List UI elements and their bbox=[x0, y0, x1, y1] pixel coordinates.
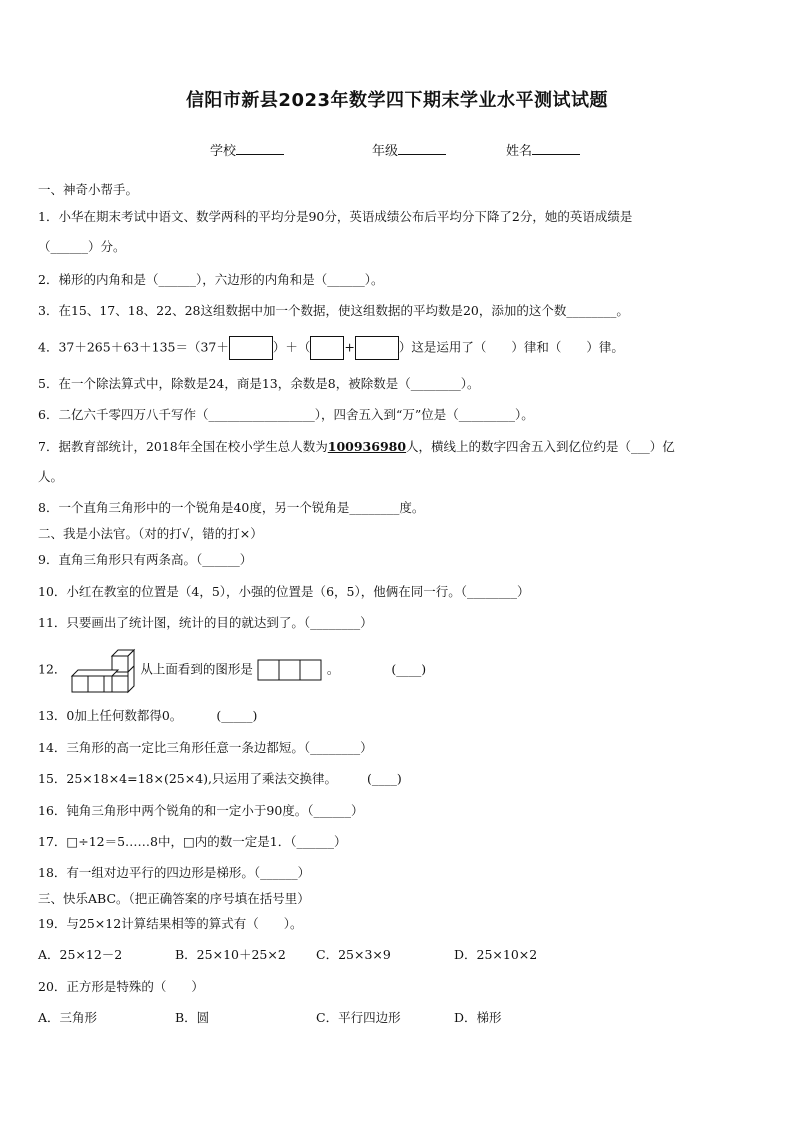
question-9: 9．直角三角形只有两条高。（______） bbox=[38, 552, 253, 567]
q19-option-d[interactable]: D．25×10×2 bbox=[454, 947, 538, 962]
question-17: 17．□÷12＝5……8中，□内的数一定是1．（______） bbox=[38, 834, 347, 849]
answer-box[interactable] bbox=[310, 336, 344, 360]
name-label: 姓名 bbox=[506, 144, 533, 159]
section-heading-2: 二、我是小法官。（对的打√，错的打×） bbox=[38, 526, 263, 541]
q20-option-c[interactable]: C．平行四边形 bbox=[316, 1010, 401, 1025]
q15-text: 15．25×18×4=18×(25×4),只运用了乘法交换律。 bbox=[38, 771, 338, 786]
q12-end: 。 bbox=[326, 661, 340, 677]
grade-label: 年级 bbox=[372, 144, 399, 159]
question-10: 10．小红在教室的位置是（4，5），小强的位置是（6，5），他俩在同一行。（________） bbox=[38, 584, 530, 599]
q19-option-b[interactable]: B．25×10＋25×2 bbox=[175, 947, 286, 962]
q7-part-a: 7．据教育部统计，2018年全国在校小学生总人数为 bbox=[38, 439, 328, 454]
q7-part-b: 人，横线上的数字四舍五入到亿位约是（___）亿 bbox=[406, 439, 675, 454]
q20-option-b[interactable]: B．圆 bbox=[175, 1010, 210, 1025]
question-15 bbox=[38, 770, 402, 788]
question-4 bbox=[38, 336, 624, 360]
question-19: 19．与25×12计算结果相等的算式有（ ）。 bbox=[38, 916, 303, 931]
question-5: 5．在一个除法算式中，除数是24，商是13，余数是8，被除数是（________）。 bbox=[38, 376, 480, 391]
q20-option-a[interactable]: A．三角形 bbox=[38, 1010, 98, 1025]
q20-option-d[interactable]: D．梯形 bbox=[454, 1010, 502, 1025]
q4-part-a: 4．37＋265＋63＋135＝（37＋ bbox=[38, 339, 229, 355]
question-13 bbox=[38, 707, 257, 725]
q12-text: 从上面看到的图形是 bbox=[140, 661, 253, 677]
question-20: 20．正方形是特殊的（ ） bbox=[38, 979, 204, 994]
section-heading-1: 一、神奇小帮手。 bbox=[38, 182, 139, 197]
question-18: 18．有一组对边平行的四边形是梯形。（______） bbox=[38, 865, 311, 880]
page-title: 信阳市新县2023年数学四下期末学业水平测试试题 bbox=[185, 90, 609, 111]
q7-underlined-number: 100936980 bbox=[327, 439, 407, 454]
q12-answer-paren[interactable]: (____) bbox=[391, 661, 427, 677]
question-7 bbox=[38, 438, 675, 456]
q12-number: 12． bbox=[38, 661, 67, 677]
question-2: 2．梯形的内角和是（______），六边形的内角和是（______）。 bbox=[38, 272, 384, 287]
q19-option-a[interactable]: A．25×12－2 bbox=[38, 947, 123, 962]
q4-part-c: ）这是运用了（ ）律和（ ）律。 bbox=[398, 339, 624, 355]
question-1: 1．小华在期末考试中语文、数学两科的平均分是90分，英语成绩公布后平均分下降了2分，她的英语成绩是 bbox=[38, 209, 633, 224]
question-6: 6．二亿六千零四万八千写作（_________________），四舍五入到“万”位是（_________）。 bbox=[38, 407, 534, 422]
q15-answer-paren[interactable]: (____) bbox=[367, 771, 402, 786]
q13-text: 13．0加上任何数都得0。 bbox=[38, 708, 183, 723]
q4-part-b: ）＋（ bbox=[272, 339, 311, 355]
section-heading-3: 三、快乐ABC。（把正确答案的序号填在括号里） bbox=[38, 891, 310, 906]
question-12 bbox=[38, 646, 426, 694]
school-label: 学校 bbox=[210, 144, 237, 159]
q13-answer-paren[interactable]: (_____) bbox=[216, 708, 258, 723]
q4-plus: + bbox=[344, 339, 355, 355]
question-14: 14．三角形的高一定比三角形任意一条边都短。（________） bbox=[38, 740, 373, 755]
name-field[interactable] bbox=[506, 140, 580, 159]
question-1-cont: （______）分。 bbox=[38, 239, 126, 254]
question-8: 8．一个直角三角形中的一个锐角是40度，另一个锐角是________度。 bbox=[38, 500, 425, 515]
answer-box[interactable] bbox=[229, 336, 273, 360]
school-field[interactable] bbox=[210, 140, 284, 159]
grade-field[interactable] bbox=[372, 140, 446, 159]
q19-option-c[interactable]: C．25×3×9 bbox=[316, 947, 391, 962]
question-7-cont: 人。 bbox=[38, 469, 64, 484]
question-16: 16．钝角三角形中两个锐角的和一定小于90度。（______） bbox=[38, 803, 364, 818]
answer-box[interactable] bbox=[355, 336, 399, 360]
top-view-figure bbox=[257, 658, 323, 682]
question-11: 11．只要画出了统计图，统计的目的就达到了。（________） bbox=[38, 615, 373, 630]
question-3: 3．在15、17、18、22、28这组数据中加一个数据，使这组数据的平均数是20，添加的这个数________。 bbox=[38, 303, 629, 318]
cube-stack-figure bbox=[70, 646, 136, 694]
